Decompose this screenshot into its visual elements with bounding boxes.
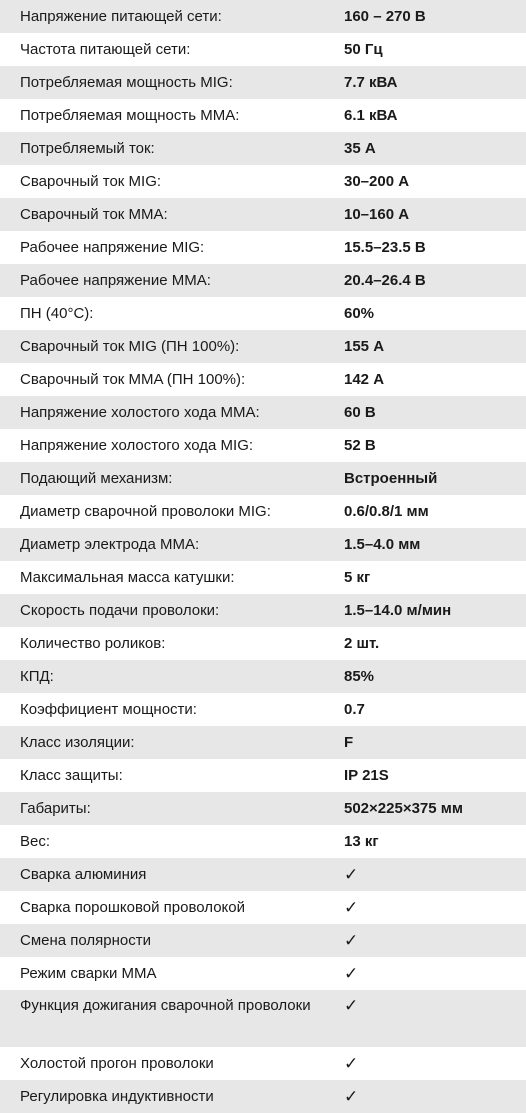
spec-label: КПД: [0,660,336,693]
spec-value: 142 А [336,363,526,396]
spec-value: 52 В [336,429,526,462]
table-row [0,924,526,957]
spec-label: Сварочный ток MIG (ПН 100%): [0,330,336,363]
table-row [0,363,526,396]
spec-value: 35 А [336,132,526,165]
spec-label: Сварочный ток MMA (ПН 100%): [0,363,336,396]
spec-value: 1.5–14.0 м/мин [336,594,526,627]
table-row [0,132,526,165]
table-row [0,231,526,264]
spec-label: Рабочее напряжение MIG: [0,231,336,264]
feature-label: Холостой прогон проволоки [0,1047,336,1080]
table-row [0,891,526,924]
spec-value: 50 Гц [336,33,526,66]
spec-label: Класс изоляции: [0,726,336,759]
feature-label: Функция дожигания сварочной проволоки [0,990,336,1047]
spec-value: 5 кг [336,561,526,594]
table-row [0,759,526,792]
spec-value: 60 В [336,396,526,429]
table-row [0,66,526,99]
table-row [0,297,526,330]
table-row [0,528,526,561]
table-row [0,594,526,627]
spec-value: F [336,726,526,759]
checkmark-icon: ✓ [344,963,359,983]
spec-label: Потребляемая мощность MIG: [0,66,336,99]
feature-label: Регулировка индуктивности [0,1080,336,1113]
table-row [0,561,526,594]
checkmark-icon: ✓ [344,897,359,917]
feature-label: Сварка порошковой проволокой [0,891,336,924]
spec-value: 0.7 [336,693,526,726]
checkmark-icon: ✓ [344,996,359,1015]
spec-value: 20.4–26.4 В [336,264,526,297]
spec-label: Максимальная масса катушки: [0,561,336,594]
checkmark-icon: ✓ [344,930,359,950]
table-row [0,0,526,33]
spec-value: 0.6/0.8/1 мм [336,495,526,528]
checkmark-icon: ✓ [344,864,359,884]
spec-label: Вес: [0,825,336,858]
table-row [0,1080,526,1113]
spec-label: Напряжение холостого хода MIG: [0,429,336,462]
table-row [0,957,526,990]
spec-label: Подающий механизм: [0,462,336,495]
spec-label: Потребляемая мощность MMA: [0,99,336,132]
spec-label: Рабочее напряжение MMA: [0,264,336,297]
spec-label: Сварочный ток MMA: [0,198,336,231]
table-row [0,198,526,231]
table-row [0,165,526,198]
spec-label: Габариты: [0,792,336,825]
spec-label: Частота питающей сети: [0,33,336,66]
feature-label: Режим сварки MMA [0,957,336,990]
table-row [0,462,526,495]
table-row [0,495,526,528]
spec-value: 2 шт. [336,627,526,660]
table-row [0,858,526,891]
spec-value: 6.1 кВА [336,99,526,132]
table-row [0,33,526,66]
table-row [0,726,526,759]
table-row [0,825,526,858]
spec-value: 13 кг [336,825,526,858]
spec-value: 30–200 А [336,165,526,198]
spec-label: Количество роликов: [0,627,336,660]
spec-label: Диаметр сварочной проволоки MIG: [0,495,336,528]
table-row [0,792,526,825]
spec-value: 15.5–23.5 В [336,231,526,264]
spec-value: 60% [336,297,526,330]
table-row [0,627,526,660]
spec-label: Напряжение питающей сети: [0,0,336,33]
spec-label: Диаметр электрода MMA: [0,528,336,561]
spec-label: ПН (40°С): [0,297,336,330]
table-row [0,330,526,363]
table-row [0,264,526,297]
feature-label: Сварка алюминия [0,858,336,891]
table-row [0,990,526,1047]
spec-label: Сварочный ток MIG: [0,165,336,198]
spec-label: Потребляемый ток: [0,132,336,165]
spec-label: Напряжение холостого хода MMA: [0,396,336,429]
table-row [0,396,526,429]
table-row [0,1047,526,1080]
spec-value: 7.7 кВА [336,66,526,99]
table-row [0,693,526,726]
table-row [0,429,526,462]
spec-label: Класс защиты: [0,759,336,792]
checkmark-icon: ✓ [344,1053,359,1073]
spec-value: 10–160 А [336,198,526,231]
table-row [0,99,526,132]
spec-value: Встроенный [336,462,526,495]
spec-label: Коэффициент мощности: [0,693,336,726]
spec-value: IP 21S [336,759,526,792]
spec-value: 1.5–4.0 мм [336,528,526,561]
feature-label: Смена полярности [0,924,336,957]
spec-value: 160 – 270 В [336,0,526,33]
spec-label: Скорость подачи проволоки: [0,594,336,627]
spec-value: 155 А [336,330,526,363]
table-row [0,660,526,693]
checkmark-icon: ✓ [344,1086,359,1106]
spec-value: 85% [336,660,526,693]
spec-value: 502×225×375 мм [336,792,526,825]
